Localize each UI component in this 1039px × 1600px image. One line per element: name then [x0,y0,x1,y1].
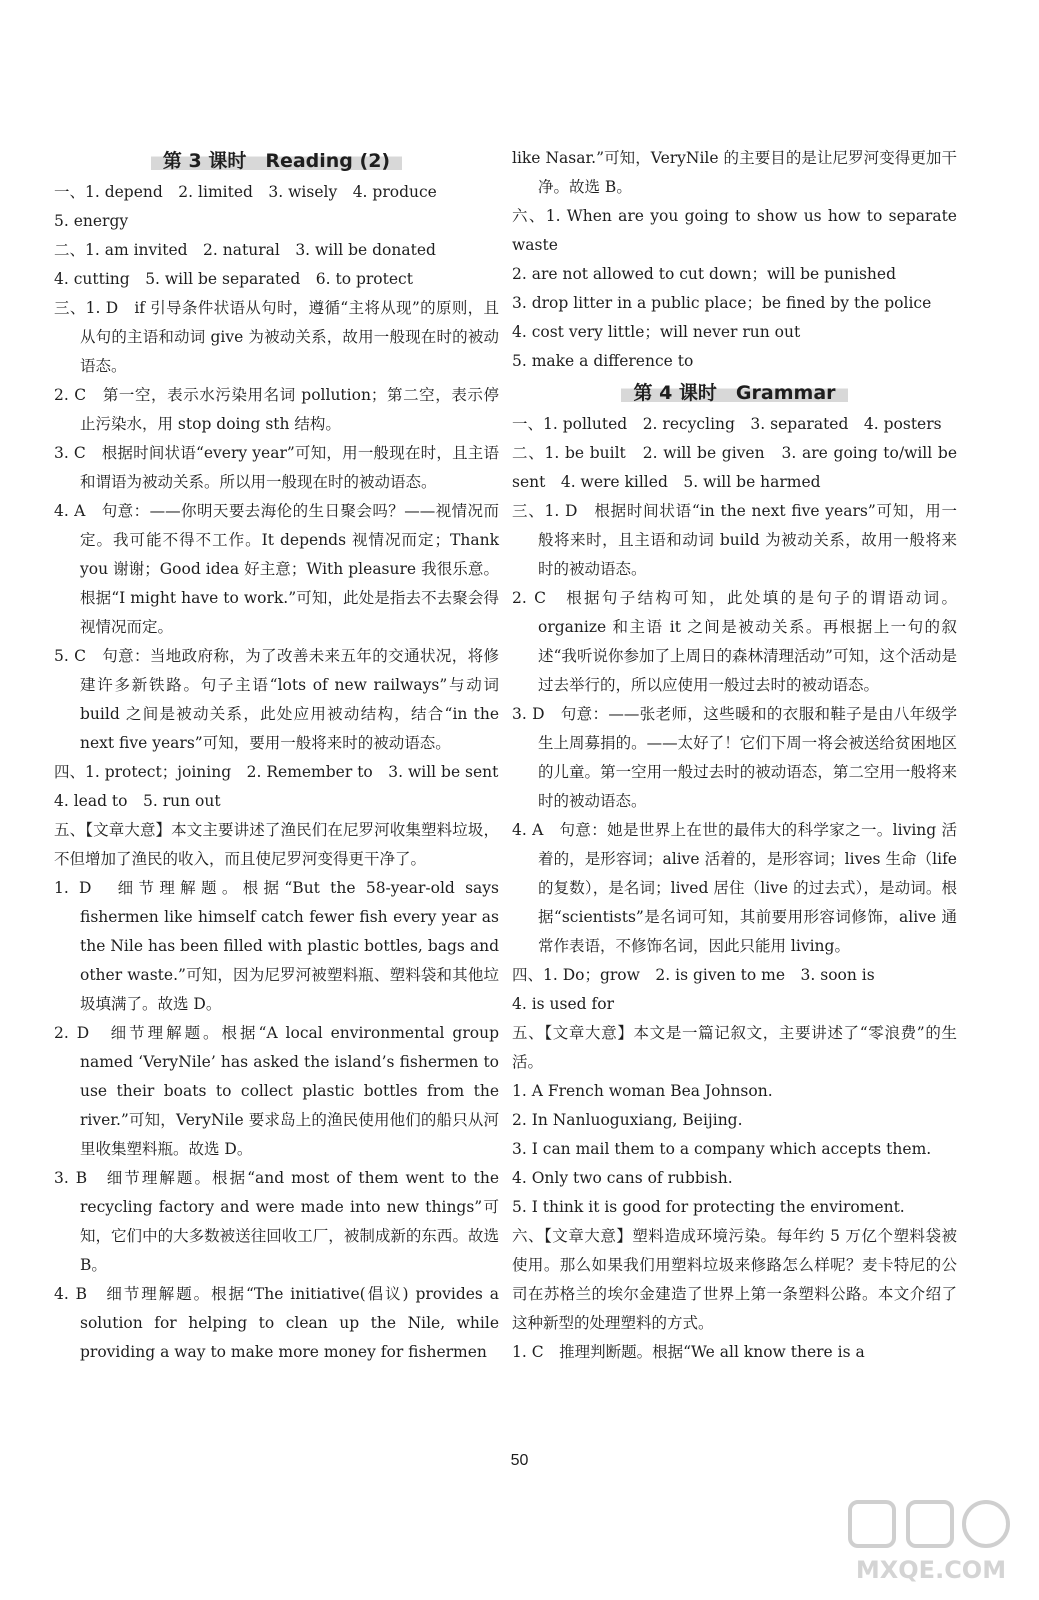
answer-line: 4. B 细节理解题。根据“The initiative(倡议) provides a solution for helping to clean up the Nile, while providing a way to make more money for fishermen [54,1285,499,1361]
answer-line: 3. I can mail them to a company which accepts them. [512,1140,932,1158]
answer-line: 五、【文章大意】本文是一篇记叙文，主要讲述了“零浪费”的生活。 [512,1024,957,1071]
section-heading-lesson-4: 第 4 课时 Grammar [512,376,957,410]
answer-line: 三、1. D 根据时间状语“in the next five years”可知，用一般将来时，且主语和动词 build 为被动关系，故用一般将来时的被动语态。 [512,502,957,578]
answer-line: 4. lead to 5. run out [54,792,221,810]
answer-line: 2. In Nanluoguxiang, Beijing. [512,1111,743,1129]
answer-line: 六、1. When are you going to show us how to separate waste [512,207,957,254]
answer-line: 5. energy [54,212,129,230]
watermark-text: MXQE.COM [855,1556,1007,1584]
page-number: 50 [510,1452,529,1469]
answer-line: 二、1. am invited 2. natural 3. will be donated [54,241,436,259]
answer-line: 5. make a difference to [512,352,694,370]
answer-line: 四、1. Do；grow 2. is given to me 3. soon is [512,966,875,984]
answer-line: 一、1. depend 2. limited 3. wisely 4. produce [54,183,437,201]
left-answer-list [54,178,499,1367]
answer-line: 4. Only two cans of rubbish. [512,1169,733,1187]
answer-line: 1. A French woman Bea Johnson. [512,1082,773,1100]
left-column [54,144,499,1367]
right-answer-list-top [512,144,957,376]
watermark-logo [836,1496,1026,1586]
right-column [512,144,957,1367]
answer-line: 1. D 细节理解题。根据“But the 58-year-old says fishermen like himself catch fewer fish every year as the Nile has been filled with plastic bottles, bags and other waste.”可知，因为尼罗河被塑料瓶、塑料袋和其他垃圾填满了。故选 D。 [54,879,499,1013]
answer-line: 六、【文章大意】塑料造成环境污染。每年约 5 万亿个塑料袋被使用。那么如果我们用塑料垃圾来修路怎么样呢？麦卡特尼的公司在苏格兰的埃尔金建造了世界上第一条塑料公路。本文介绍了这种新型的处理塑料的方式。 [512,1227,957,1332]
section-heading-lesson-3: 第 3 课时 Reading (2) [54,144,499,178]
answer-line: 四、1. protect；joining 2. Remember to 3. will be sent [54,763,499,781]
answer-line: like Nasar.”可知，VeryNile 的主要目的是让尼罗河变得更加干净。故选 B。 [512,149,957,196]
answer-line: 五、【文章大意】本文主要讲述了渔民们在尼罗河收集塑料垃圾，不但增加了渔民的收入，而且使尼罗河变得更干净了。 [54,821,499,868]
answer-line: 4. is used for [512,995,614,1013]
answer-line: 3. drop litter in a public place；be fined by the police [512,294,932,312]
right-answer-list [512,410,957,1367]
answer-line: 5. I think it is good for protecting the enviroment. [512,1198,905,1216]
answer-line: 3. C 根据时间状语“every year”可知，用一般现在时，且主语和谓语为被动关系。所以用一般现在时的被动语态。 [54,444,499,491]
answer-line: 二、1. be built 2. will be given 3. are going to/will be sent 4. were killed 5. will be harmed [512,444,957,491]
answer-line: 4. A 句意：她是世界上在世的最伟大的科学家之一。living 活着的，是形容词；alive 活着的，是形容词；lives 生命（life 的复数），是名词；lived 居住（live 的过去式），是动词。根据“scientists”是名词可知，其前要用形容词修饰，alive 通常作表语，不修饰名词，因此只能用 living。 [512,821,957,955]
answer-line: 2. C 根据句子结构可知，此处填的是句子的谓语动词。organize 和主语 it 之间是被动关系。再根据上一句的叙述“我听说你参加了上周日的森林清理活动”可知，这个活动是过去举行的，所以应使用一般过去时的被动语态。 [512,589,957,694]
answer-line: 5. C 句意：当地政府称，为了改善未来五年的交通状况，将修建许多新铁路。句子主语“lots of new railways”与动词 build 之间是被动关系，此处应用被动结构，结合“in the next five years”可知，要用一般将来时的被动语态。 [54,647,499,752]
answer-line: 三、1. D if 引导条件状语从句时，遵循“主将从现”的原则，且从句的主语和动词 give 为被动关系，故用一般现在时的被动语态。 [54,299,499,375]
answer-line: 2. C 第一空，表示水污染用名词 pollution；第二空，表示停止污染水，用 stop doing sth 结构。 [54,386,499,433]
answer-line: 3. D 句意：——张老师，这些暖和的衣服和鞋子是由八年级学生上周募捐的。——太好了！它们下周一将会被送给贫困地区的儿童。第一空用一般过去时的被动语态，第二空用一般将来时的被动语态。 [512,705,957,810]
answer-line: 3. B 细节理解题。根据“and most of them went to the recycling factory and were made into new things”可知，它们中的大多数被送往回收工厂，被制成新的东西。故选 B。 [54,1169,499,1274]
answer-line: 4. cutting 5. will be separated 6. to protect [54,270,413,288]
answer-line: 2. are not allowed to cut down；will be punished [512,265,896,283]
answer-line: 一、1. polluted 2. recycling 3. separated 4. posters [512,415,942,433]
answer-line: 1. C 推理判断题。根据“We all know there is a [512,1343,865,1361]
answer-line: 2. D 细节理解题。根据“A local environmental group named ‘VeryNile’ has asked the island’s fishermen to use their boats to collect plastic bottles from the river.”可知，VeryNile 要求岛上的渔民使用他们的船只从河里收集塑料瓶。故选 D。 [54,1024,499,1158]
answer-line: 4. cost very little；will never run out [512,323,801,341]
answer-line: 4. A 句意：——你明天要去海伦的生日聚会吗？——视情况而定。我可能不得不工作。It depends 视情况而定；Thank you 谢谢；Good idea 好主意；With pleasure 我很乐意。根据“I might have to work.”可知，此处是指去不去聚会得视情况而定。 [54,502,499,636]
